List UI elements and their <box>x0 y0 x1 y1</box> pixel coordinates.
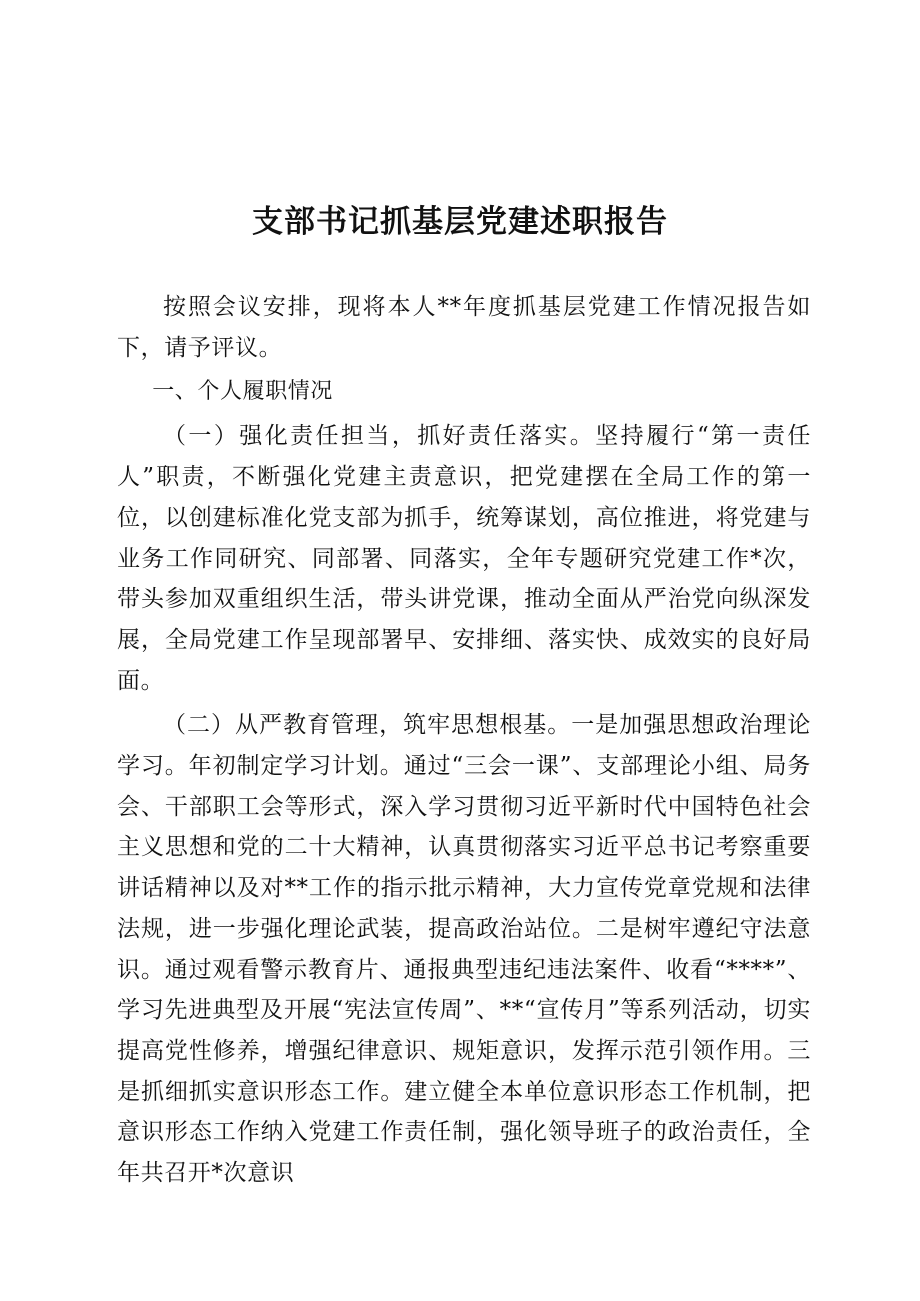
document-title: 支部书记抓基层党建述职报告 <box>252 204 668 240</box>
intro-paragraph: 按照会议安排，现将本人**年度抓基层党建工作情况报告如下，请予评议。 <box>117 294 811 361</box>
paragraph-responsibility: （一）强化责任担当，抓好责任落实。坚持履行“第一责任人”职责，不断强化党建主责意识，把党建摆在全局工作的第一位，以创建标准化党支部为抓手，统筹谋划，高位推进，将党建与业务工作同研究、同部署、同落实，全年专题研究党建工作*次，带头参加双重组织生活，带头讲党课，推动全面从严治党向纵深发展，全局党建工作呈现部署早、安排细、落实快、成效实的良好局面。 <box>117 423 811 694</box>
document-body <box>117 287 811 1194</box>
section-heading: 一、个人履职情况 <box>152 379 333 405</box>
paragraph-education: （二）从严教育管理，筑牢思想根基。一是加强思想政治理论学习。年初制定学习计划。通过“三会一课”、支部理论小组、局务会、干部职工会等形式，深入学习贯彻习近平新时代中国特色社会主义思想和党的二十大精神，认真贯彻落实习近平总书记考察重要讲话精神以及对**工作的指示批示精神，大力宣传党章党规和法律法规，进一步强化理论武装，提高政治站位。二是树牢遵纪守法意识。通过观看警示教育片、通报典型违纪违法案件、收看“****”、学习先进典型及开展“宪法宣传周”、**“宣传月”等系列活动，切实提高党性修养，增强纪律意识、规矩意识，发挥示范引领作用。三是抓细抓实意识形态工作。建立健全本单位意识形态工作机制，把意识形态工作纳入党建工作责任制，强化领导班子的政治责任，全年共召开*次意识 <box>117 712 811 1187</box>
